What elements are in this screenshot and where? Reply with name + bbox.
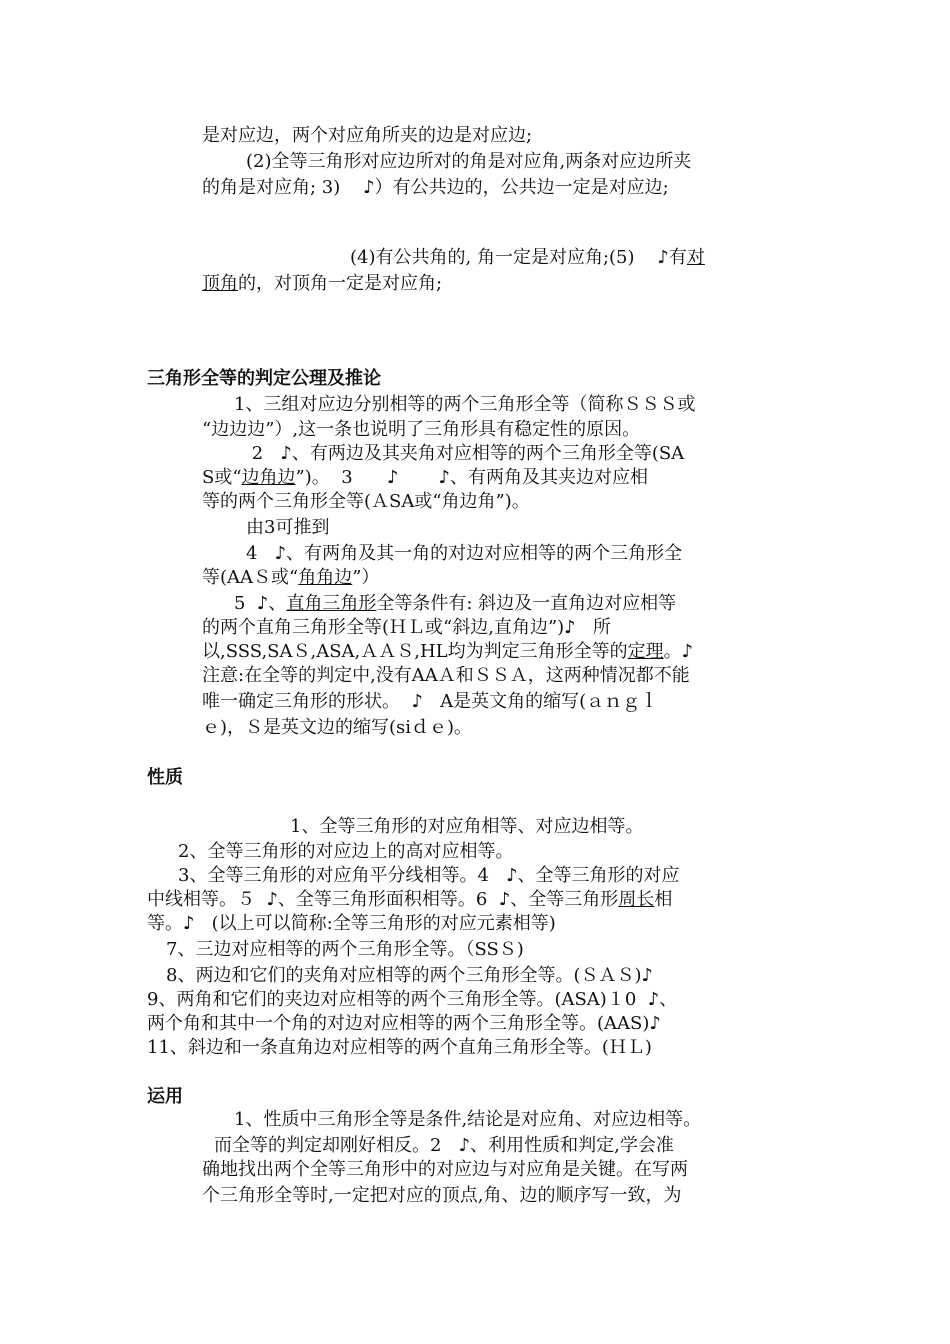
judge-line-3: 2 ♪、有两边及其夹角对应相等的两个三角形全等(SA	[246, 443, 685, 464]
judge-line-11	[202, 640, 693, 664]
props-line-3: 3、全等三角形的对应角平分线相等。4 ♪、全等三角形的对应	[178, 865, 680, 886]
use-line-4: 个三角形全等时,一定把对应的顶点,角、边的顺序写一致，为	[202, 1185, 682, 1206]
judge-line-9-a: 5 ♪、	[234, 593, 287, 614]
use-line-3: 确地找出两个全等三角形中的对应边与对应角是关键。在写两	[202, 1159, 688, 1180]
props-line-6: 7、三边对应相等的两个三角形全等。（SSＳ)	[166, 939, 524, 960]
judge-line-11-a: 以,SSS,SAＳ,ASA,ＡＡＳ,HL均为判定三角形全等的	[202, 641, 628, 662]
judge-line-4-c: ”)。 3 ♪ ♪、有两角及其夹边对应相	[295, 467, 649, 488]
judge-line-11-c: 。♪	[663, 641, 694, 662]
judge-term-aas: 角角边	[298, 567, 353, 588]
judge-line-12: 注意:在全等的判定中,没有AAＡ和ＳＳＡ，这两种情况都不能	[202, 665, 690, 686]
judge-line-7: 4 ♪、有两角及其一角的对边对应相等的两个三角形全	[246, 543, 683, 564]
props-line-7: 8、两边和它们的夹角对应相等的两个三角形全等。(ＳＡＳ)♪	[166, 965, 653, 986]
judge-line-4	[202, 466, 648, 490]
props-line-5: 等。♪ (以上可以简称:全等三角形的对应元素相等)	[147, 913, 556, 934]
section-heading-judgement: 三角形全等的判定公理及推论	[147, 368, 381, 389]
props-line-4	[147, 888, 672, 912]
judge-line-14: ｅ)，Ｓ是英文边的缩写(siｄｅ)。	[202, 717, 473, 738]
intro-line-4-text: (4)有公共角的, 角一定是对应角;(5) ♪有	[350, 247, 687, 268]
section-heading-properties: 性质	[147, 767, 183, 788]
props-line-2: 2、全等三角形的对应边上的高对应相等。	[178, 841, 514, 862]
props-line-10: 11、斜边和一条直角边对应相等的两个直角三角形全等。(ＨＬ)	[147, 1037, 652, 1058]
section-heading-usage: 运用	[147, 1086, 183, 1107]
use-line-1: 1、性质中三角形全等是条件,结论是对应角、对应边相等。	[234, 1109, 702, 1130]
judge-line-9	[234, 592, 676, 616]
judge-term-theorem: 定理	[627, 641, 664, 662]
judge-line-8-c: ”）	[352, 567, 380, 588]
intro-line-1: 是对应边，两个对应角所夹的边是对应边;	[202, 125, 533, 146]
judge-line-5: 等的两个三角形全等(ＡSA或“角边角”)。	[202, 491, 530, 512]
intro-line-2: (2)全等三角形对应边所对的角是对应角,两条对应边所夹	[246, 151, 692, 172]
judge-line-9-c: 全等条件有: 斜边及一直角边对应相等	[376, 593, 677, 614]
props-line-8: 9、两角和它们的夹边对应相等的两个三角形全等。(ASA)１0 ♪、	[147, 989, 678, 1010]
props-line-9: 两个角和其中一个角的对边对应相等的两个三角形全等。(AAS)♪	[147, 1013, 661, 1034]
intro-line-3: 的角是对应角; 3) ♪）有公共边的，公共边一定是对应边;	[202, 177, 669, 198]
intro-line-5-text: 的，对顶角一定是对应角;	[238, 273, 443, 294]
judge-line-2: “边边边”）,这一条也说明了三角形具有稳定性的原因。	[202, 419, 641, 440]
judge-line-1: 1、三组对应边分别相等的两个三角形全等（简称ＳＳＳ或	[234, 394, 696, 415]
props-term-perimeter: 周长	[618, 889, 655, 910]
judge-line-13: 唯一确定三角形的形状。 ♪ A是英文角的缩写(ａｎｇｌ	[202, 691, 659, 712]
intro-underlined-term-2: 顶角	[202, 273, 238, 294]
judge-line-10: 的两个直角三角形全等(ＨＬ或“斜边,直角边”)♪ 所	[202, 617, 611, 638]
props-line-4-c: 相	[654, 889, 673, 910]
props-line-4-a: 中线相等。５ ♪、全等三角形面积相等。6 ♪、全等三角形	[147, 889, 619, 910]
judge-term-sas: 边角边	[241, 467, 296, 488]
judge-line-6: 由3可推到	[246, 517, 330, 538]
judge-term-right-triangle: 直角三角形	[286, 593, 377, 614]
intro-underlined-term: 对	[686, 247, 705, 268]
judge-line-8	[202, 566, 379, 590]
use-line-2: 而全等的判定却刚好相反。2 ♪、利用性质和判定,学会准	[214, 1135, 674, 1156]
intro-line-5	[202, 272, 442, 296]
judge-line-4-a: S或“	[202, 467, 242, 488]
intro-line-4	[350, 246, 705, 270]
judge-line-8-a: 等(AAＳ或“	[202, 567, 299, 588]
props-line-1: 1、全等三角形的对应角相等、对应边相等。	[290, 816, 644, 837]
